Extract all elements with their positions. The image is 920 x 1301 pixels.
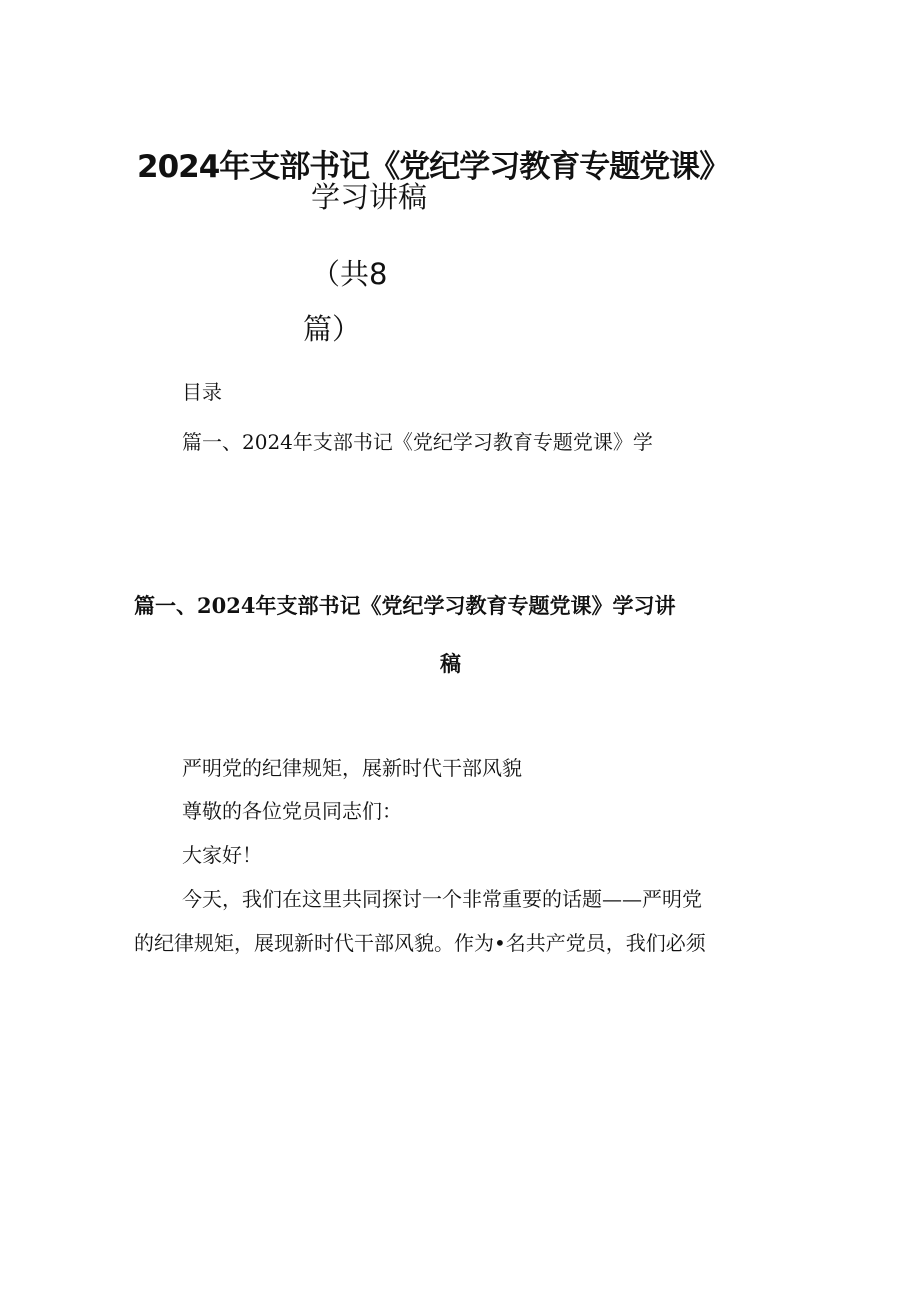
article-heading-line2: 稿 bbox=[440, 651, 461, 676]
cover-title-line3: （共8 bbox=[311, 257, 388, 291]
cover-title-line2: 学习讲稿 bbox=[311, 180, 428, 214]
toc-item[interactable]: 篇一、2024年支部书记《党纪学习教育专题党课》学 bbox=[182, 430, 653, 454]
article-paragraph: 的纪律规矩，展现新时代干部风貌。作为•名共产党员，我们必须 bbox=[134, 931, 706, 955]
article-paragraph: 今天，我们在这里共同探讨一个非常重要的话题——严明党 bbox=[182, 887, 702, 911]
toc-heading: 目录 bbox=[182, 380, 222, 404]
article-paragraph: 大家好！ bbox=[182, 843, 262, 867]
article-paragraph: 尊敬的各位党员同志们： bbox=[182, 799, 402, 823]
cover-title-line4: 篇） bbox=[303, 312, 362, 346]
article-paragraph: 严明党的纪律规矩，展新时代干部风貌 bbox=[182, 756, 522, 780]
article-heading-line1: 篇一、2024年支部书记《党纪学习教育专题党课》学习讲 bbox=[134, 593, 676, 618]
cover-title-line1: 2024年支部书记《党纪学习教育专题党课》 bbox=[137, 149, 730, 185]
